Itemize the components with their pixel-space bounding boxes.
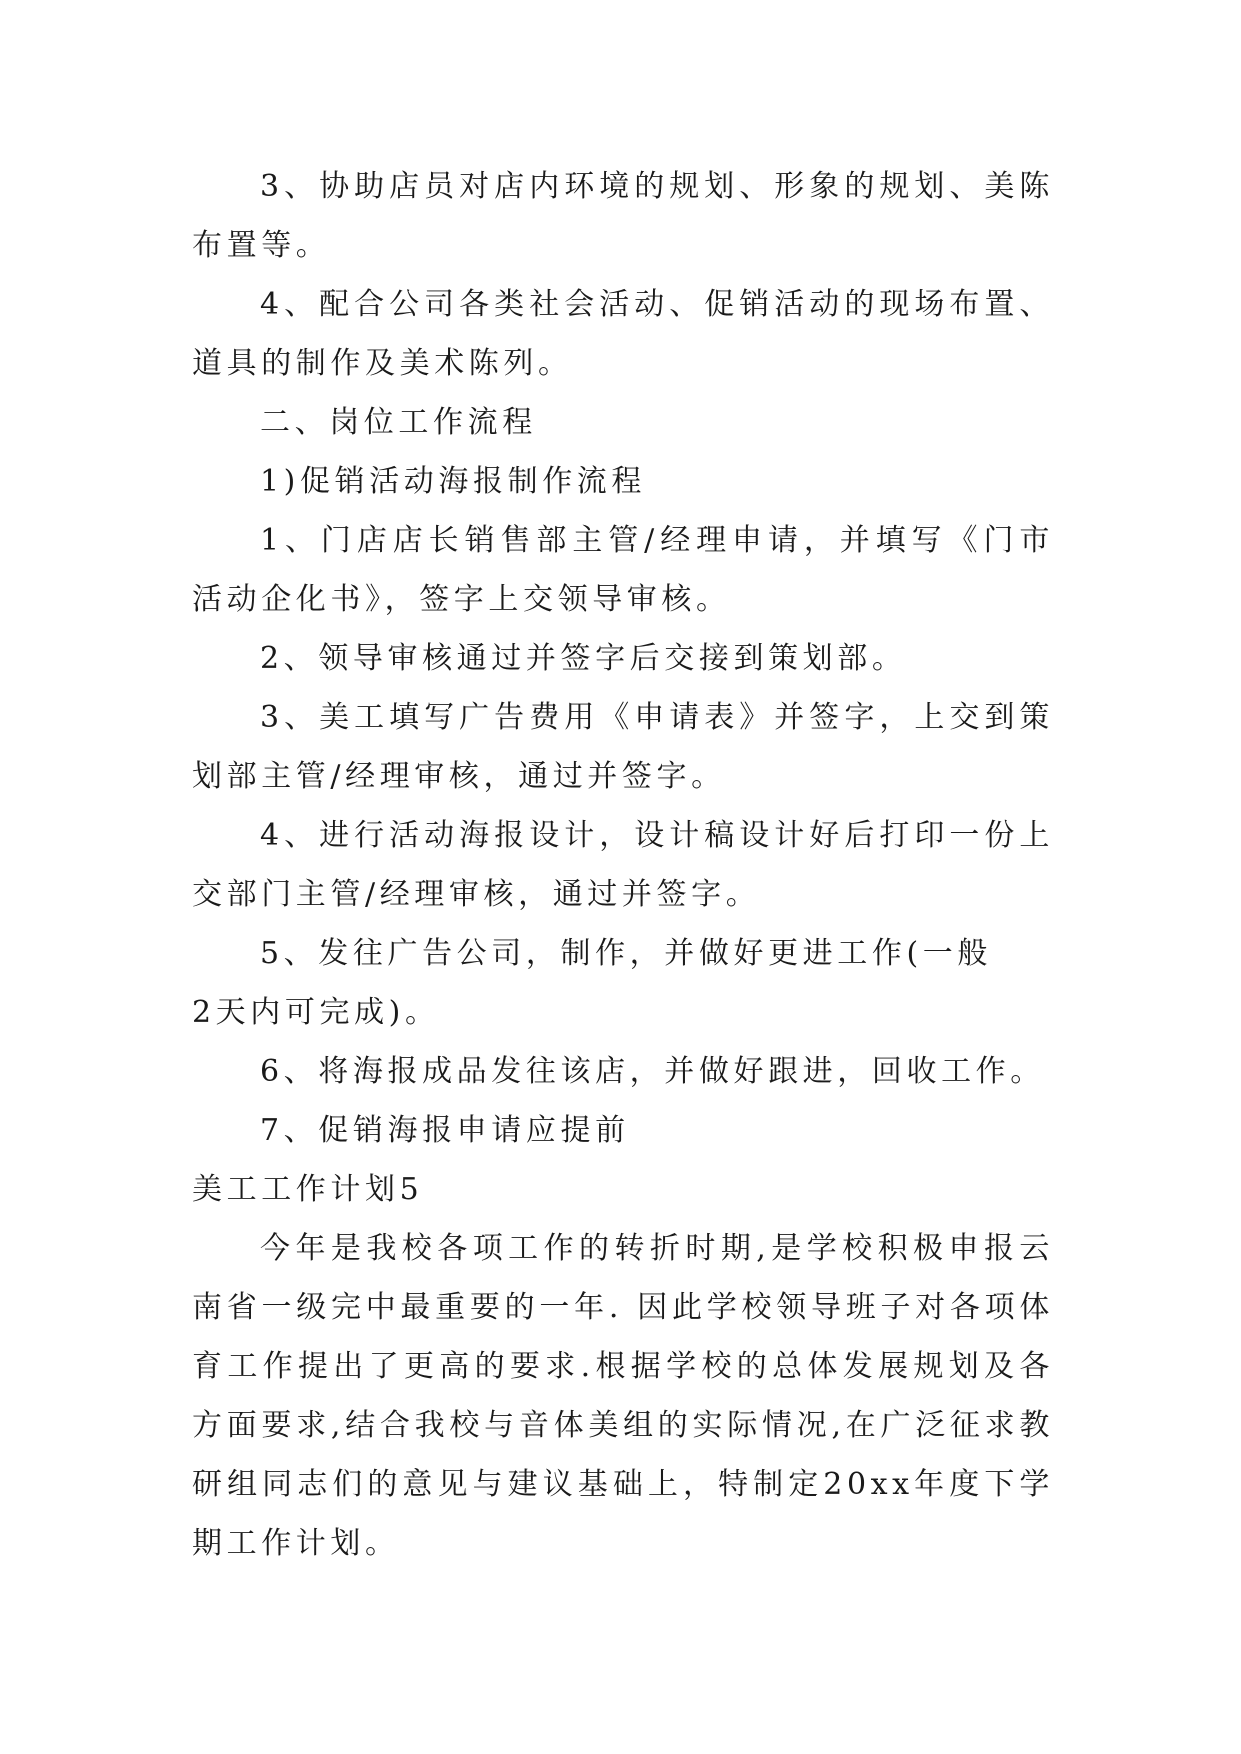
process-step-2: 2、领导审核通过并签字后交接到策划部。	[260, 641, 907, 676]
process-step-1: 1、门店店长销售部主管/经理申请，并填写《门市活动企化书》，签字上交领导审核。	[192, 523, 1054, 617]
section-heading: 美工工作计划5	[192, 1172, 424, 1207]
section-title-workflow: 二、岗位工作流程	[260, 405, 537, 440]
process-step-7: 7、促销海报申请应提前	[260, 1113, 630, 1148]
process-step-6: 6、将海报成品发往该店，并做好跟进，回收工作。	[260, 1054, 1045, 1089]
paragraph-item-3: 3、协助店员对店内环境的规划、形象的规划、美陈布置等。	[192, 169, 1054, 263]
process-step-4: 4、进行活动海报设计，设计稿设计好后打印一份上交部门主管/经理审核，通过并签字。	[192, 818, 1054, 912]
paragraph-item-4: 4、配合公司各类社会活动、促销活动的现场布置、道具的制作及美术陈列。	[192, 287, 1054, 381]
intro-paragraph: 今年是我校各项工作的转折时期,是学校积极申报云南省一级完中最重要的一年. 因此学校领导班子对各项体育工作提出了更高的要求.根据学校的总体发展规划及各方面要求,结合我校与音体美组的实际情况,在广泛征求教研组同志们的意见与建议基础上，特制定20xx年度下学期工作计划。	[192, 1231, 1054, 1561]
process-step-5-continued: 2天内可完成)。	[192, 995, 440, 1030]
subsection-title-poster-process: 1)促销活动海报制作流程	[260, 464, 646, 499]
process-step-3: 3、美工填写广告费用《申请表》并签字，上交到策划部主管/经理审核，通过并签字。	[192, 700, 1054, 794]
process-step-5: 5、发往广告公司，制作，并做好更进工作(一般	[260, 936, 992, 971]
document-page	[192, 157, 1054, 1573]
